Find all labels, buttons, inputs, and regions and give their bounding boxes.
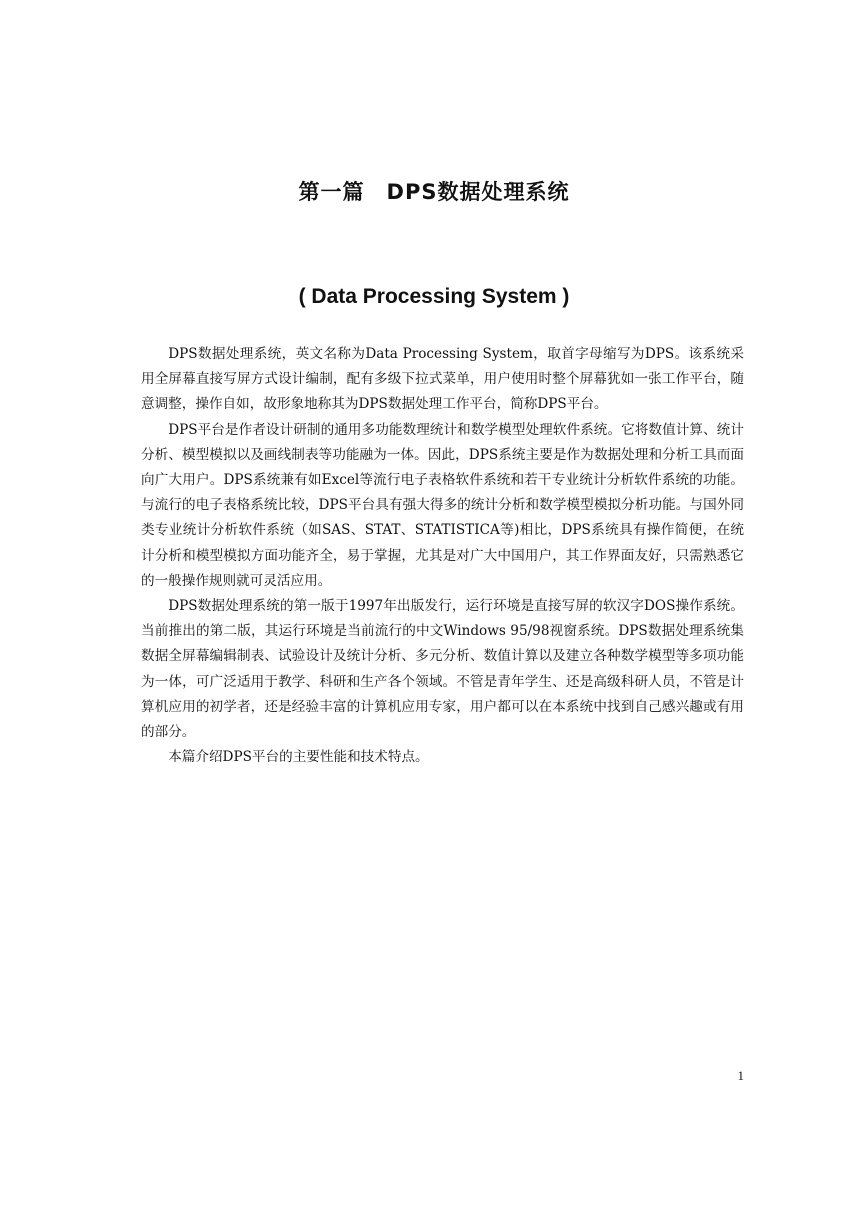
paragraph: 本篇介绍DPS平台的主要性能和技术特点。: [168, 749, 429, 766]
chapter-title: 第一篇 DPS数据处理系统: [298, 180, 570, 204]
chapter-subtitle: ( Data Processing System ): [298, 285, 570, 308]
paragraph: DPS数据处理系统，英文名称为Data Processing System，取首字母缩写为DPS。该系统采用全屏幕直接写屏方式设计编制，配有多级下拉式菜单，用户使用时整个屏幕犹如一张工作平台，随意调整，操作自如，故形象地称其为DPS数据处理工作平台，简称DPS平台。: [141, 346, 744, 413]
body-text: [141, 342, 744, 770]
page-number: 1: [737, 1068, 744, 1083]
paragraph: DPS数据处理系统的第一版于1997年出版发行，运行环境是直接写屏的软汉字DOS操作系统。当前推出的第二版，其运行环境是当前流行的中文Windows 95/98视窗系统。DPS数据处理系统集数据全屏幕编辑制表、试验设计及统计分析、多元分析、数值计算以及建立各种数学模型等多项功能为一体，可广泛适用于教学、科研和生产各个领域。不管是青年学生、还是高级科研人员，不管是计算机应用的初学者，还是经验丰富的计算机应用专家，用户都可以在本系统中找到自己感兴趣或有用的部分。: [141, 598, 744, 741]
paragraph: DPS平台是作者设计研制的通用多功能数理统计和数学模型处理软件系统。它将数值计算、统计分析、模型模拟以及画线制表等功能融为一体。因此，DPS系统主要是作为数据处理和分析工具而面向广大用户。DPS系统兼有如Excel等流行电子表格软件系统和若干专业统计分析软件系统的功能。与流行的电子表格系统比较，DPS平台具有强大得多的统计分析和数学模型模拟分析功能。与国外同类专业统计分析软件系统（如SAS、STAT、STATISTICA等)相比，DPS系统具有操作简便，在统计分析和模型模拟方面功能齐全，易于掌握，尤其是对广大中国用户，其工作界面友好，只需熟悉它的一般操作规则就可灵活应用。: [141, 421, 744, 589]
